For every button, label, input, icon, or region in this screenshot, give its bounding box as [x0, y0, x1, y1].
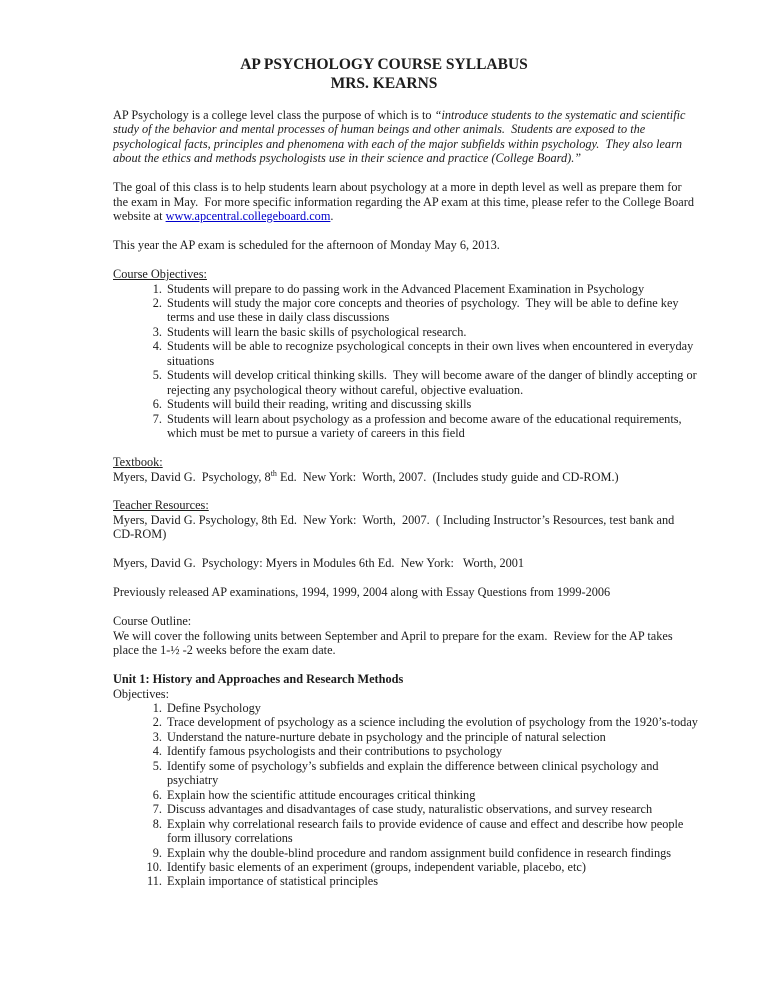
list-item: 3. Understand the nature-nurture debate in psychology and the principle of natural selection [165, 730, 698, 744]
course-outline-text: We will cover the following units between September and April to prepare for the exam. Review for the AP takes place the 1-½ -2 weeks before the exam date. [113, 628, 676, 658]
list-item: 7. Discuss advantages and disadvantages of case study, naturalistic observations, and survey research [165, 802, 698, 816]
intro-paragraph [113, 108, 698, 166]
textbook-entry-end: Ed. New York: Worth, 2007. (Includes study guide and CD-ROM.) [276, 469, 619, 484]
list-item: 1. Students will prepare to do passing work in the Advanced Placement Examination in Psychology [165, 282, 698, 296]
list-item: 6. Students will build their reading, writing and discussing skills [165, 397, 698, 411]
document-body [113, 108, 698, 889]
textbook-entry [113, 470, 698, 484]
course-objectives-list [113, 282, 698, 441]
list-item: 4. Students will be able to recognize psychological concepts in their own lives when encountered in everyday situations [165, 339, 698, 368]
unit1-objectives-label: Objectives: [113, 686, 170, 701]
list-item: 2. Students will study the major core concepts and theories of psychology. They will be able to define key terms and use these in daily class discussions [165, 296, 698, 325]
list-item: 4. Identify famous psychologists and their contributions to psychology [165, 744, 698, 758]
textbook-heading: Textbook: [113, 455, 163, 470]
list-item: 5. Identify some of psychology’s subfields and explain the difference between clinical psychology and psychiatry [165, 759, 698, 788]
course-objectives-heading: Course Objectives: [113, 267, 207, 282]
document-title [0, 55, 768, 93]
list-item: 2. Trace development of psychology as a science including the evolution of psychology from the 1920’s-today [165, 715, 698, 729]
title-line-1: AP PSYCHOLOGY COURSE SYLLABUS [240, 56, 528, 73]
list-item: 8. Explain why correlational research fails to provide evidence of cause and effect and describe how people form illusory correlations [165, 817, 698, 846]
teacher-resources-entry-1: Myers, David G. Psychology, 8th Ed. New York: Worth, 2007. ( Including Instructor’s Resources, test bank and CD-ROM) [113, 512, 678, 542]
intro-lead-text: AP Psychology is a college level class the purpose of which is to [113, 108, 435, 122]
course-outline-heading: Course Outline: [113, 614, 192, 629]
collegeboard-link[interactable]: www.apcentral.collegeboard.com [165, 209, 331, 224]
unit1-objectives-list [113, 701, 698, 889]
textbook-entry-start: Myers, David G. Psychology, 8 [113, 469, 271, 484]
list-item: 9. Explain why the double-blind procedure and random assignment build confidence in research findings [165, 846, 698, 860]
textbook-edition-superscript: th [270, 468, 277, 478]
goal-paragraph [113, 180, 698, 223]
goal-period: . [330, 209, 334, 224]
list-item: 1. Define Psychology [165, 701, 698, 715]
list-item: 7. Students will learn about psychology as a profession and become aware of the educational requirements, which must be met to pursue a variety of careers in this field [165, 412, 698, 441]
exam-date-paragraph: This year the AP exam is scheduled for the afternoon of Monday May 6, 2013. [113, 238, 500, 253]
goal-text: The goal of this class is to help students learn about psychology at a more in depth level as well as prepare them for the exam in May. For more specific information regarding the AP exam at this time, please refer to the College Board website at [113, 180, 698, 224]
teacher-resources-entry-2: Myers, David G. Psychology: Myers in Modules 6th Ed. New York: Worth, 2001 [113, 556, 525, 571]
list-item: 10. Identify basic elements of an experiment (groups, independent variable, placebo, etc) [165, 860, 698, 874]
title-line-2: MRS. KEARNS [330, 75, 438, 92]
teacher-resources-heading: Teacher Resources: [113, 498, 209, 513]
unit1-heading: Unit 1: History and Approaches and Research Methods [113, 672, 404, 687]
list-item: 11. Explain importance of statistical principles [165, 874, 698, 888]
intro-quote-text: “introduce students to the systematic and scientific study of the behavior and mental processes of human beings and other animals. Students are exposed to the psychological facts, principles and phenomena with each of the major subfields within psychology. They also learn about the ethics and methods psychologists use in their science and practice (College Board).” [113, 108, 689, 166]
list-item: 6. Explain how the scientific attitude encourages critical thinking [165, 788, 698, 802]
list-item: 3. Students will learn the basic skills of psychological research. [165, 325, 698, 339]
list-item: 5. Students will develop critical thinking skills. They will become aware of the danger of blindly accepting or rejecting any psychological theory without careful, objective evaluation. [165, 368, 698, 397]
teacher-resources-entry-3: Previously released AP examinations, 1994, 1999, 2004 along with Essay Questions from 1999-2006 [113, 585, 611, 600]
